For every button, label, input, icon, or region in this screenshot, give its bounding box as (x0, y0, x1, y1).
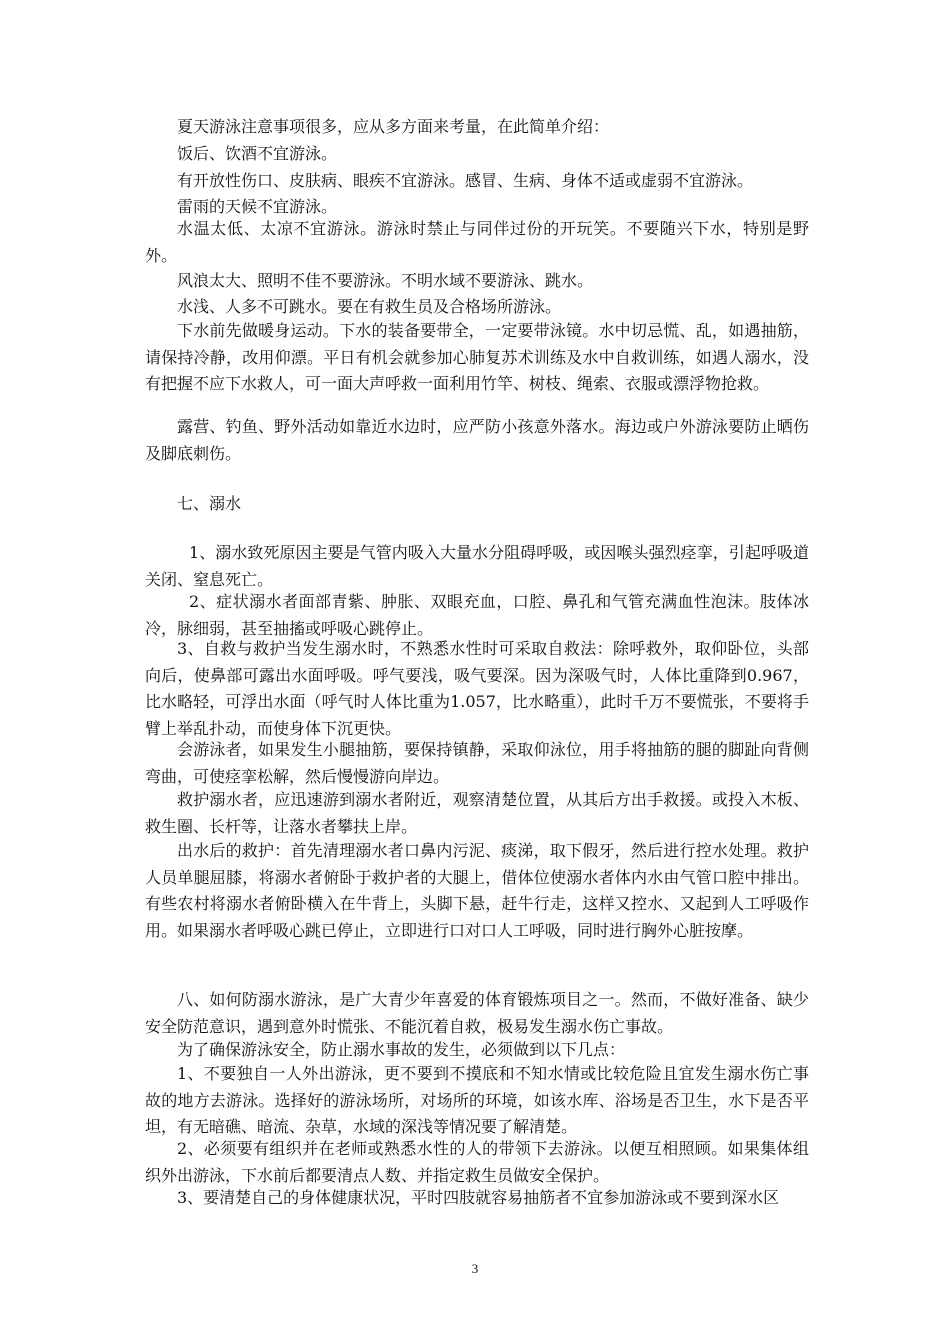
self-rescue: 3、自救与救护当发生溺水时，不熟悉水性时可采取自救法：除呼救外，取仰卧位，头部向后，使鼻部可露出水面呼吸。呼气要浅，吸气要深。因为深吸气时，人体比重降到0.967，比水略轻，可浮出水面（呼气时人体比重为1.057，比水略重），此时千万不要慌张，不要将手臂上举乱扑动，而使身体下沉更快。 (145, 639, 809, 738)
rule-after-meal: 饭后、饮酒不宜游泳。 (177, 144, 338, 163)
rule-shallow-water: 水浅、人多不可跳水。要在有救生员及合格场所游泳。 (177, 297, 562, 316)
rescue-drowning-person: 救护溺水者，应迅速游到溺水者附近，观察清楚位置，从其后方出手救援。或投入木板、救生圈、长杆等，让落水者攀扶上岸。 (145, 790, 809, 836)
rule-waves-lighting: 风浪太大、照明不佳不要游泳。不明水域不要游泳、跳水。 (177, 271, 594, 290)
section-8-intro: 八、如何防溺水游泳，是广大青少年喜爱的体育锻炼项目之一。然而，不做好准备、缺少安全防范意识，遇到意外时慌张、不能沉着自救，极易发生溺水伤亡事故。 (145, 990, 809, 1036)
leg-cramp: 会游泳者，如果发生小腿抽筋，要保持镇静，采取仰泳位，用手将抽筋的腿的脚趾向背侧弯曲，可使痉挛松解，然后慢慢游向岸边。 (145, 740, 809, 786)
rule-thunderstorm: 雷雨的天候不宜游泳。 (177, 197, 338, 216)
section-7-heading: 七、溺水 (177, 494, 242, 513)
drowning-cause: 1、溺水致死原因主要是气管内吸入大量水分阻碍呼吸，或因喉头强烈痉挛，引起呼吸道关闭、窒息死亡。 (145, 543, 809, 589)
rule-warm-up: 下水前先做暖身运动。下水的装备要带全，一定要带泳镜。水中切忌慌、乱，如遇抽筋，请保持冷静，改用仰漂。平日有机会就参加心肺复苏术训练及水中自救训练，如遇人溺水，没有把握不应下水救人，可一面大声呼救一面利用竹竿、树枝、绳索、衣服或漂浮物抢救。 (145, 321, 809, 393)
safety-point-3: 3、要清楚自己的身体健康状况，平时四肢就容易抽筋者不宜参加游泳或不要到深水区 (177, 1188, 780, 1207)
post-rescue-care: 出水后的救护：首先清理溺水者口鼻内污泥、痰涕，取下假牙，然后进行控水处理。救护人员单腿屈膝，将溺水者俯卧于救护者的大腿上，借体位使溺水者体内水由气管口腔中排出。有些农村将溺水者俯卧横入在牛背上，头脚下悬，赶牛行走，这样又控水、又起到人工呼吸作用。如果溺水者呼吸心跳已停止，立即进行口对口人工呼吸，同时进行胸外心脏按摩。 (145, 841, 809, 940)
drowning-symptoms: 2、症状溺水者面部青紫、肿胀、双眼充血，口腔、鼻孔和气管充满血性泡沫。肢体冰冷，脉细弱，甚至抽搐或呼吸心跳停止。 (145, 592, 809, 638)
page-number: 3 (471, 1261, 479, 1276)
rule-camping: 露营、钓鱼、野外活动如靠近水边时，应严防小孩意外落水。海边或户外游泳要防止晒伤及脚底刺伤。 (145, 417, 809, 463)
safety-point-2: 2、必须要有组织并在老师或熟悉水性的人的带领下去游泳。以便互相照顾。如果集体组织外出游泳，下水前后都要清点人数、并指定救生员做安全保护。 (145, 1139, 809, 1185)
rule-health: 有开放性伤口、皮肤病、眼疾不宜游泳。感冒、生病、身体不适或虚弱不宜游泳。 (177, 171, 754, 190)
safety-point-1: 1、不要独自一人外出游泳，更不要到不摸底和不知水情或比较危险且宜发生溺水伤亡事故的地方去游泳。选择好的游泳场所，对场所的环境，如该水库、浴场是否卫生，水下是否平坦，有无暗礁、暗流、杂草，水域的深浅等情况要了解清楚。 (145, 1064, 809, 1136)
safety-points-intro: 为了确保游泳安全，防止溺水事故的发生，必须做到以下几点： (177, 1040, 626, 1059)
intro-line: 夏天游泳注意事项很多，应从多方面来考量，在此简单介绍： (177, 117, 610, 136)
rule-water-temperature: 水温太低、太凉不宜游泳。游泳时禁止与同伴过份的开玩笑。不要随兴下水，特别是野外。 (145, 219, 809, 265)
